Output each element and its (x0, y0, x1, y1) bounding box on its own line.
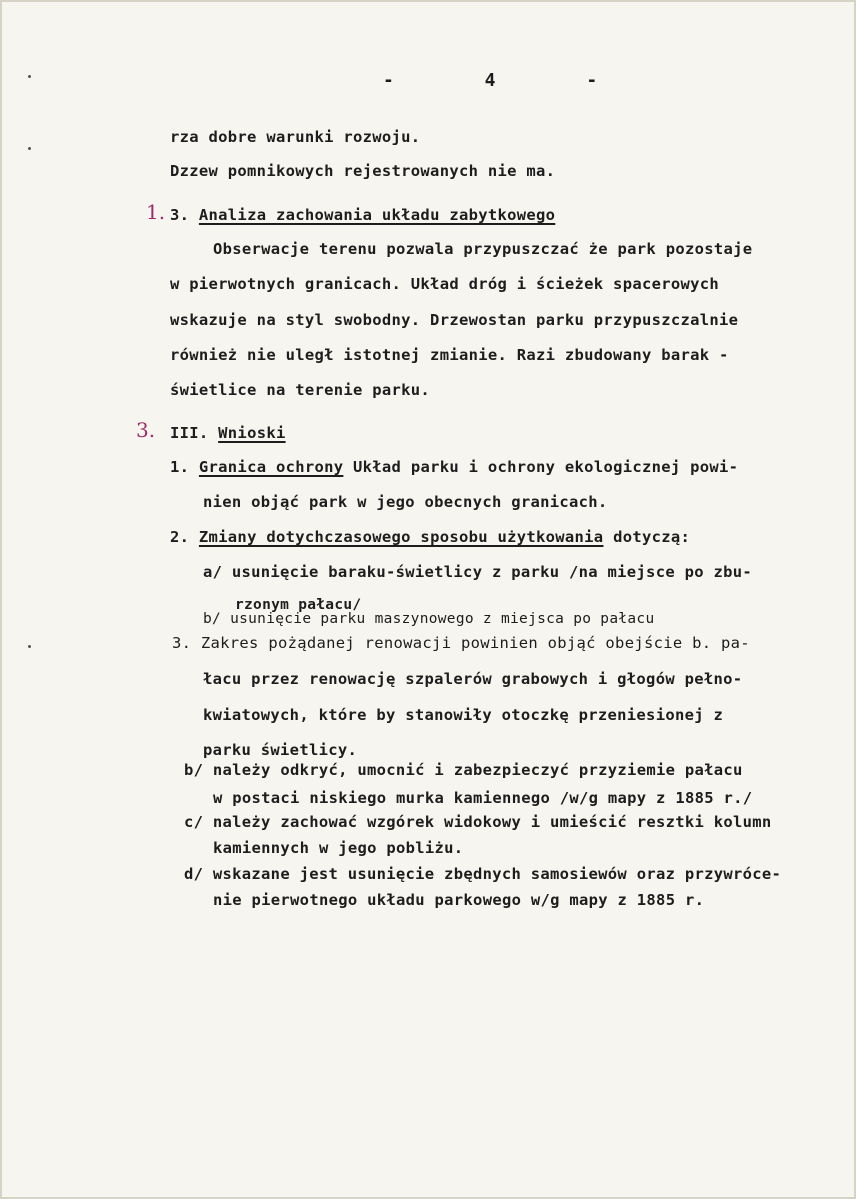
text-line: b/ należy odkryć, umocnić i zabezpieczyć przyziemie pałacu (184, 761, 743, 779)
text-line: łacu przez renowację szpalerów grabowych i głogów pełno- (203, 670, 743, 688)
text-line: rza dobre warunki rozwoju. (170, 128, 421, 146)
text-line: c/ należy zachować wzgórek widokowy i umieścić resztki kolumn (184, 813, 772, 831)
text-line: nien objąć park w jego obecnych granicach. (203, 493, 608, 511)
page-number: - 4 - (383, 70, 638, 91)
text-line: b/ usunięcie parku maszynowego z miejsca po pałacu (203, 611, 655, 627)
text-line: również nie uległ istotnej zmianie. Razi zbudowany barak - (170, 346, 729, 364)
section-heading: 3. Analiza zachowania układu zabytkowego (170, 206, 556, 224)
handwritten-number: 1. (146, 200, 166, 224)
section-heading: III. Wnioski (170, 424, 286, 442)
text-line: nie pierwotnego układu parkowego w/g mapy z 1885 r. (213, 891, 705, 909)
margin-mark (28, 147, 31, 150)
text-line: parku świetlicy. (203, 741, 358, 759)
text-line: świetlice na terenie parku. (170, 381, 431, 399)
text-line: Obserwacje terenu pozwala przypuszczać że park pozostaje (213, 240, 753, 258)
text-line: d/ wskazane jest usunięcie zbędnych samosiewów oraz przywróce- (184, 865, 782, 883)
margin-mark (28, 645, 31, 648)
handwritten-number: 3. (136, 418, 156, 442)
text-line: kamiennych w jego pobliżu. (213, 839, 464, 857)
text-line: rzonym pałacu/ (235, 597, 362, 613)
text-line: 3. Zakres pożądanej renowacji powinien objąć obejście b. pa- (172, 634, 750, 652)
text-line: 1. Granica ochrony Układ parku i ochrony ekologicznej powi- (170, 458, 739, 476)
text-line: a/ usunięcie baraku-świetlicy z parku /na miejsce po zbu- (203, 563, 753, 581)
text-line: kwiatowych, które by stanowiły otoczkę przeniesionej z (203, 706, 724, 724)
text-line: Dzzew pomnikowych rejestrowanych nie ma. (170, 162, 556, 180)
text-line: 2. Zmiany dotychczasowego sposobu użytkowania dotyczą: (170, 528, 691, 546)
margin-mark (28, 75, 31, 78)
text-line: wskazuje na styl swobodny. Drzewostan parku przypuszczalnie (170, 311, 739, 329)
text-line: w postaci niskiego murka kamiennego /w/g mapy z 1885 r./ (213, 789, 753, 807)
text-line: w pierwotnych granicach. Układ dróg i ścieżek spacerowych (170, 275, 720, 293)
